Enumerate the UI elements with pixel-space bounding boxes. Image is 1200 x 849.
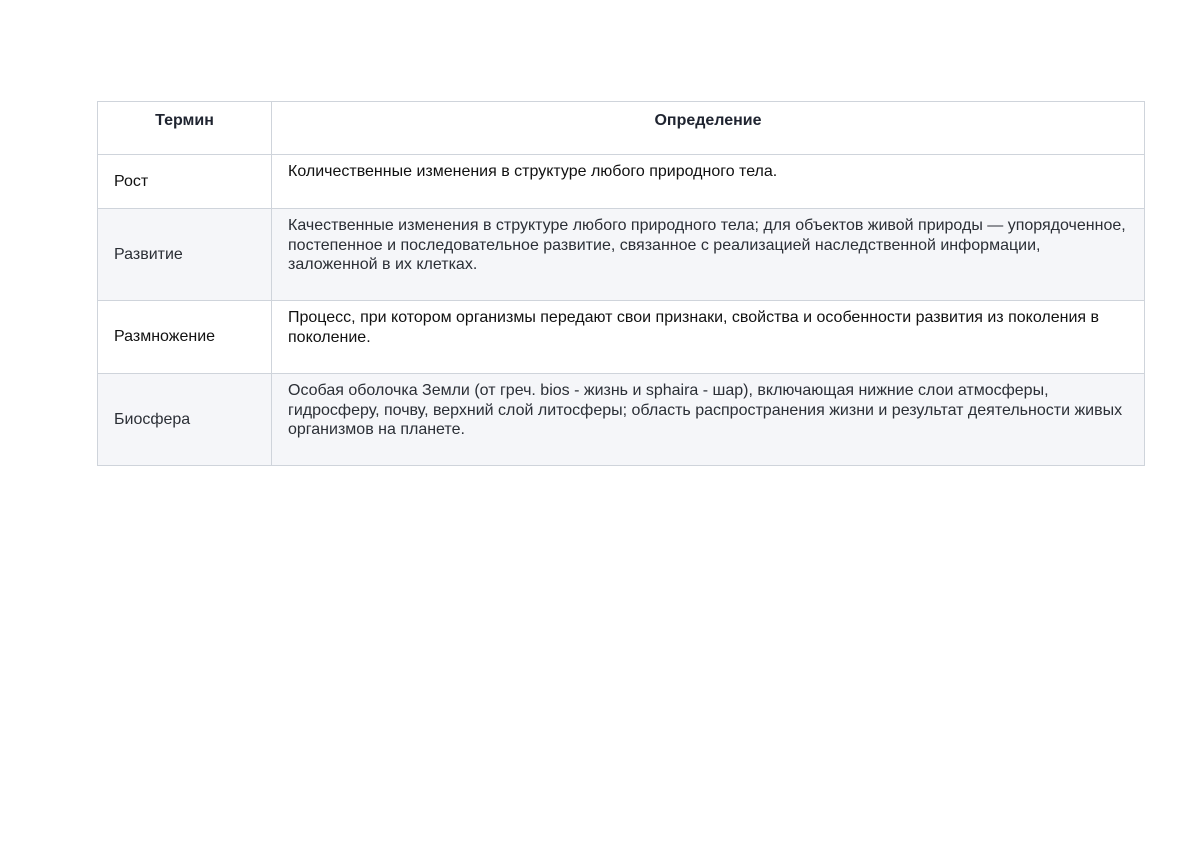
table-row [98,374,1145,466]
column-header-term: Термин [98,102,272,155]
term-cell: Развитие [98,209,272,301]
definition-cell: Количественные изменения в структуре любого природного тела. [272,155,1145,209]
column-header-definition: Определение [272,102,1145,155]
table-row [98,301,1145,374]
term-cell: Биосфера [98,374,272,466]
table-row [98,155,1145,209]
term-cell: Рост [98,155,272,209]
table-row [98,209,1145,301]
definition-cell: Особая оболочка Земли (от греч. bios - жизнь и sphaira - шар), включающая нижние слои атмосферы, гидросферу, почву, верхний слой литосферы; область распространения жизни и результат деятельности живых организмов на планете. [272,374,1145,466]
terms-table [97,101,1145,466]
definition-cell: Процесс, при котором организмы передают свои признаки, свойства и особенности развития из поколения в поколение. [272,301,1145,374]
term-cell: Размножение [98,301,272,374]
definition-cell: Качественные изменения в структуре любого природного тела; для объектов живой природы — упорядоченное, постепенное и последовательное развитие, связанное с реализацией наследственной информации, заложенной в их клетках. [272,209,1145,301]
table-header-row [98,102,1145,155]
